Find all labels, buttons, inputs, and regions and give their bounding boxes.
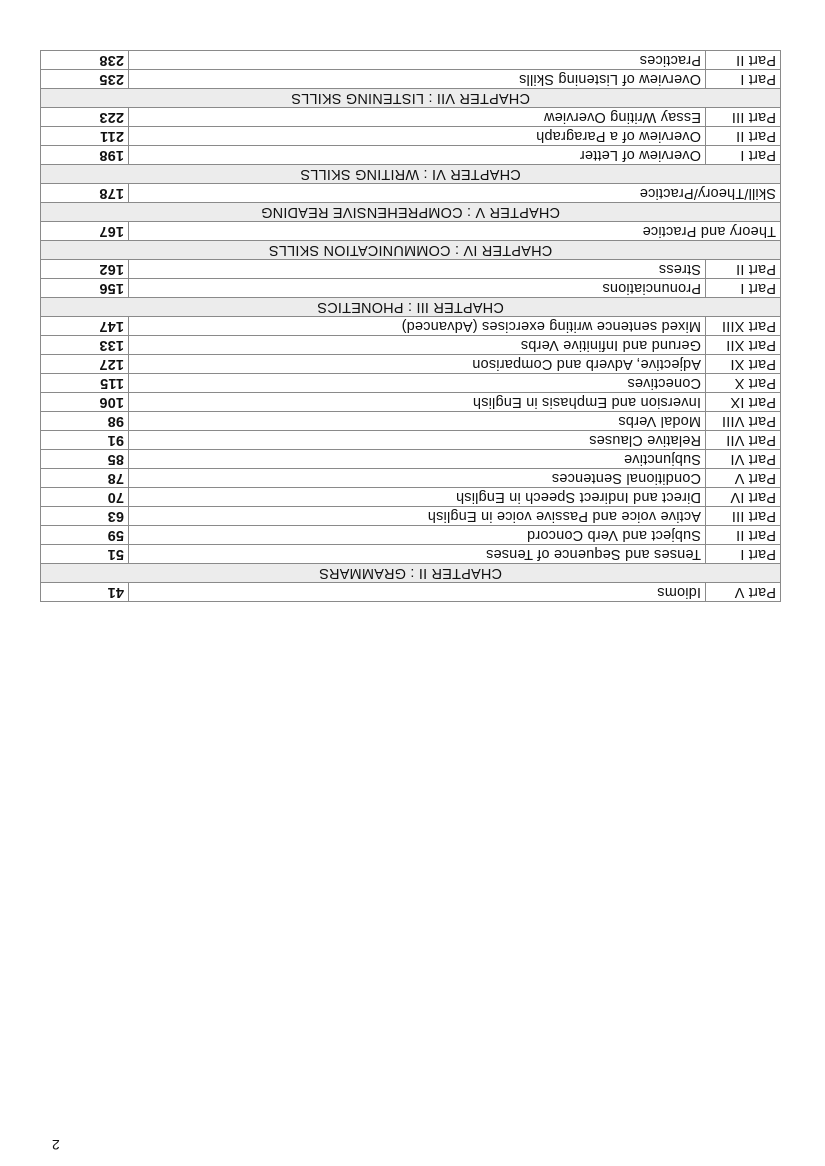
entry-title: Overview of Letter [129,146,706,165]
entry-title: Relative Clauses [129,431,706,450]
toc-row [41,146,781,165]
toc-row [41,374,781,393]
entry-title: Idioms [129,583,706,602]
entry-title: Practices [129,51,706,70]
entry-part: Part V [706,469,781,488]
entry-title: Subject and Verb Concord [129,526,706,545]
entry-part: Part XIII [706,317,781,336]
entry-page: 178 [41,184,129,203]
entry-page: 235 [41,70,129,89]
entry-title: Pronunciations [129,279,706,298]
toc-row [41,355,781,374]
toc-row [41,51,781,70]
entry-title: Gerund and Infinitive Verbs [129,336,706,355]
toc-row [41,488,781,507]
entry-page: 167 [41,222,129,241]
entry-title: Mixed sentence writing exercises (Advanced) [129,317,706,336]
entry-part: Part III [706,507,781,526]
entry-part: Part I [706,146,781,165]
chapter-title: CHAPTER V : COMPREHENSIVE READING [41,203,781,222]
chapter-heading-row [41,165,781,184]
entry-page: 162 [41,260,129,279]
entry-page: 238 [41,51,129,70]
entry-part: Part II [706,51,781,70]
entry-title: Theory and Practice [129,222,781,241]
chapter-heading-row [41,203,781,222]
chapter-title: CHAPTER VI : WRITING SKILLS [41,165,781,184]
toc-row [41,393,781,412]
entry-part: Part I [706,279,781,298]
entry-part: Part X [706,374,781,393]
entry-page: 59 [41,526,129,545]
table-of-contents [40,50,781,602]
toc-row [41,336,781,355]
entry-part: Part VII [706,431,781,450]
entry-title: Skill/Theory/Practice [129,184,781,203]
entry-title: Active voice and Passive voice in English [129,507,706,526]
page-number: 2 [52,1137,60,1153]
entry-title: Subjunctive [129,450,706,469]
toc-row [41,583,781,602]
entry-page: 127 [41,355,129,374]
entry-part: Part IX [706,393,781,412]
entry-part: Part VI [706,450,781,469]
entry-page: 78 [41,469,129,488]
entry-part: Part II [706,127,781,146]
chapter-heading-row [41,564,781,583]
chapter-heading-row [41,298,781,317]
entry-part: Part XII [706,336,781,355]
entry-title: Direct and Indirect Speech in English [129,488,706,507]
toc-row [41,431,781,450]
entry-page: 115 [41,374,129,393]
chapter-title: CHAPTER II : GRAMMARS [41,564,781,583]
toc-row [41,412,781,431]
chapter-title: CHAPTER VII : LISTENING SKILLS [41,89,781,108]
entry-page: 147 [41,317,129,336]
entry-part: Part III [706,108,781,127]
entry-page: 41 [41,583,129,602]
chapter-title: CHAPTER IV : COMMUNICATION SKILLS [41,241,781,260]
entry-page: 106 [41,393,129,412]
entry-title: Overview of Listening Skills [129,70,706,89]
toc-row [41,545,781,564]
entry-title: Modal Verbs [129,412,706,431]
entry-title: Conectives [129,374,706,393]
entry-page: 133 [41,336,129,355]
toc-row [41,317,781,336]
toc-row [41,469,781,488]
entry-page: 98 [41,412,129,431]
entry-part: Part XI [706,355,781,374]
toc-row [41,70,781,89]
toc-row [41,279,781,298]
entry-page: 51 [41,545,129,564]
entry-part: Part II [706,526,781,545]
entry-title: Stress [129,260,706,279]
entry-title: Conditional Sentences [129,469,706,488]
entry-page: 91 [41,431,129,450]
chapter-heading-row [41,89,781,108]
entry-part: Part IV [706,488,781,507]
entry-page: 70 [41,488,129,507]
entry-page: 63 [41,507,129,526]
entry-part: Part II [706,260,781,279]
entry-title: Inversion and Emphasis in English [129,393,706,412]
toc-row [41,450,781,469]
entry-page: 198 [41,146,129,165]
toc-row [41,507,781,526]
entry-part: Part V [706,583,781,602]
toc-row [41,526,781,545]
entry-part: Part I [706,70,781,89]
chapter-title: CHAPTER III : PHONETICS [41,298,781,317]
toc-row [41,127,781,146]
entry-title: Tenses and Sequence of Tenses [129,545,706,564]
entry-page: 85 [41,450,129,469]
entry-part: Part I [706,545,781,564]
entry-title: Essay Writing Overview [129,108,706,127]
toc-row [41,184,781,203]
entry-page: 211 [41,127,129,146]
toc-row [41,260,781,279]
entry-part: Part VIII [706,412,781,431]
toc-row [41,108,781,127]
entry-title: Adjective, Adverb and Comparison [129,355,706,374]
entry-page: 223 [41,108,129,127]
entry-page: 156 [41,279,129,298]
toc-row [41,222,781,241]
chapter-heading-row [41,241,781,260]
entry-title: Overview of a Paragraph [129,127,706,146]
